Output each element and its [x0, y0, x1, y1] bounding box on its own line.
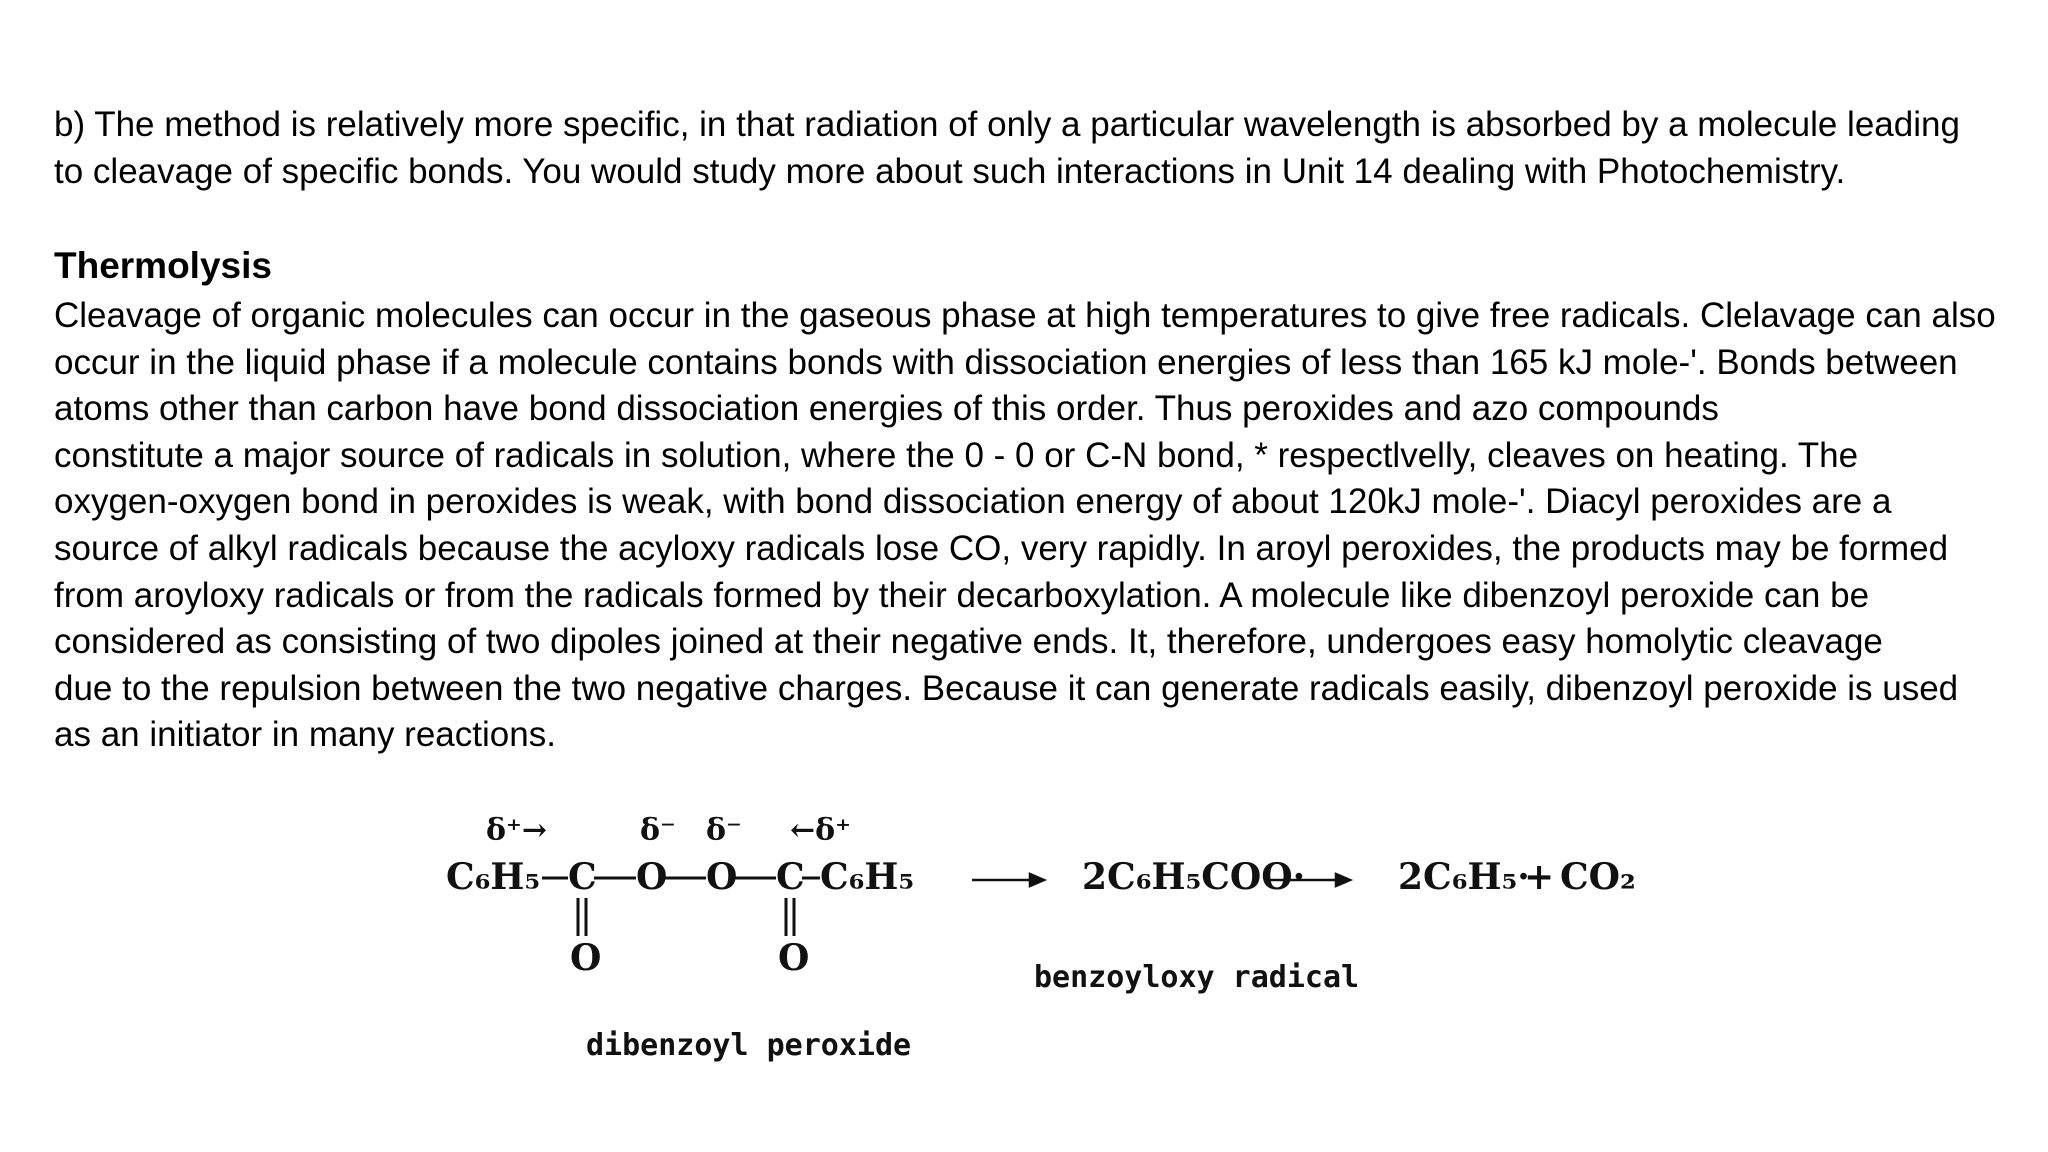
- plus-sign: +: [1524, 856, 1555, 898]
- text-line: atoms other than carbon have bond dissociation energies of this order. Thus peroxides and azo compounds: [54, 389, 1719, 429]
- peroxide-oxygen-2: O: [706, 856, 738, 898]
- phenyl-group-left: C₆H₅: [446, 856, 541, 898]
- text-line: occur in the liquid phase if a molecule contains bonds with dissociation energies of less than 165 kJ mole-'. Bonds between: [54, 342, 1958, 382]
- caption-dibenzoyl-peroxide: dibenzoyl peroxide: [586, 1028, 912, 1063]
- text-line: constitute a major source of radicals in solution, where the 0 - 0 or C-N bond, * respectlvelly, cleaves on heating. The: [54, 435, 1859, 475]
- text-line: considered as consisting of two dipoles joined at their negative ends. It, therefore, undergoes easy homolytic cleavage: [54, 622, 1883, 662]
- phenyl-group-right: C₆H₅: [820, 856, 915, 898]
- phenyl-radical-formula: 2C₆H₅·: [1398, 856, 1530, 898]
- partial-charge-oxygen-2: δ⁻: [706, 813, 742, 848]
- benzoyloxy-radical-formula: 2C₆H₅COO·: [1082, 856, 1306, 898]
- text-line: b) The method is relatively more specific, in that radiation of only a particular wavelength is absorbed by a molecule leading: [54, 105, 1960, 144]
- partial-charge-right: ←δ⁺: [790, 813, 851, 848]
- partial-charge-oxygen-1: δ⁻: [640, 813, 676, 848]
- text-line: source of alkyl radicals because the acyloxy radicals lose CO, very rapidly. In aroyl peroxides, the products may be formed: [54, 528, 1949, 568]
- caption-benzoyloxy-radical: benzoyloxy radical: [1034, 960, 1360, 995]
- text-line: from aroyloxy radicals or from the radicals formed by their decarboxylation. A molecule like dibenzoyl peroxide can be: [54, 575, 1870, 615]
- text-line: to cleavage of specific bonds. You would study more about such interactions in Unit 14 dealing with Photochemistry.: [54, 151, 1846, 191]
- peroxide-oxygen-1: O: [636, 856, 668, 898]
- text-line: Cleavage of organic molecules can occur in the gaseous phase at high temperatures to give free radicals. Clelavage can also: [54, 296, 1996, 335]
- partial-charge-left: δ⁺→: [486, 813, 547, 848]
- carbonyl-oxygen-right: O: [778, 937, 810, 979]
- carbonyl-oxygen-left: O: [570, 937, 602, 979]
- text-line: oxygen-oxygen bond in peroxides is weak, with bond dissociation energy of about 120kJ mole-'. Diacyl peroxides are a: [54, 482, 1892, 522]
- carbonyl-carbon-left: C: [568, 856, 597, 898]
- section-heading-thermolysis: Thermolysis: [54, 245, 272, 286]
- carbon-dioxide-formula: CO₂: [1560, 856, 1636, 898]
- carbonyl-carbon-right: C: [776, 856, 805, 898]
- reaction-arrow-1: [972, 874, 1044, 886]
- text-line: due to the repulsion between the two negative charges. Because it can generate radicals easily, dibenzoyl peroxide is used: [54, 668, 1959, 708]
- text-line: as an initiator in many reactions.: [54, 715, 556, 755]
